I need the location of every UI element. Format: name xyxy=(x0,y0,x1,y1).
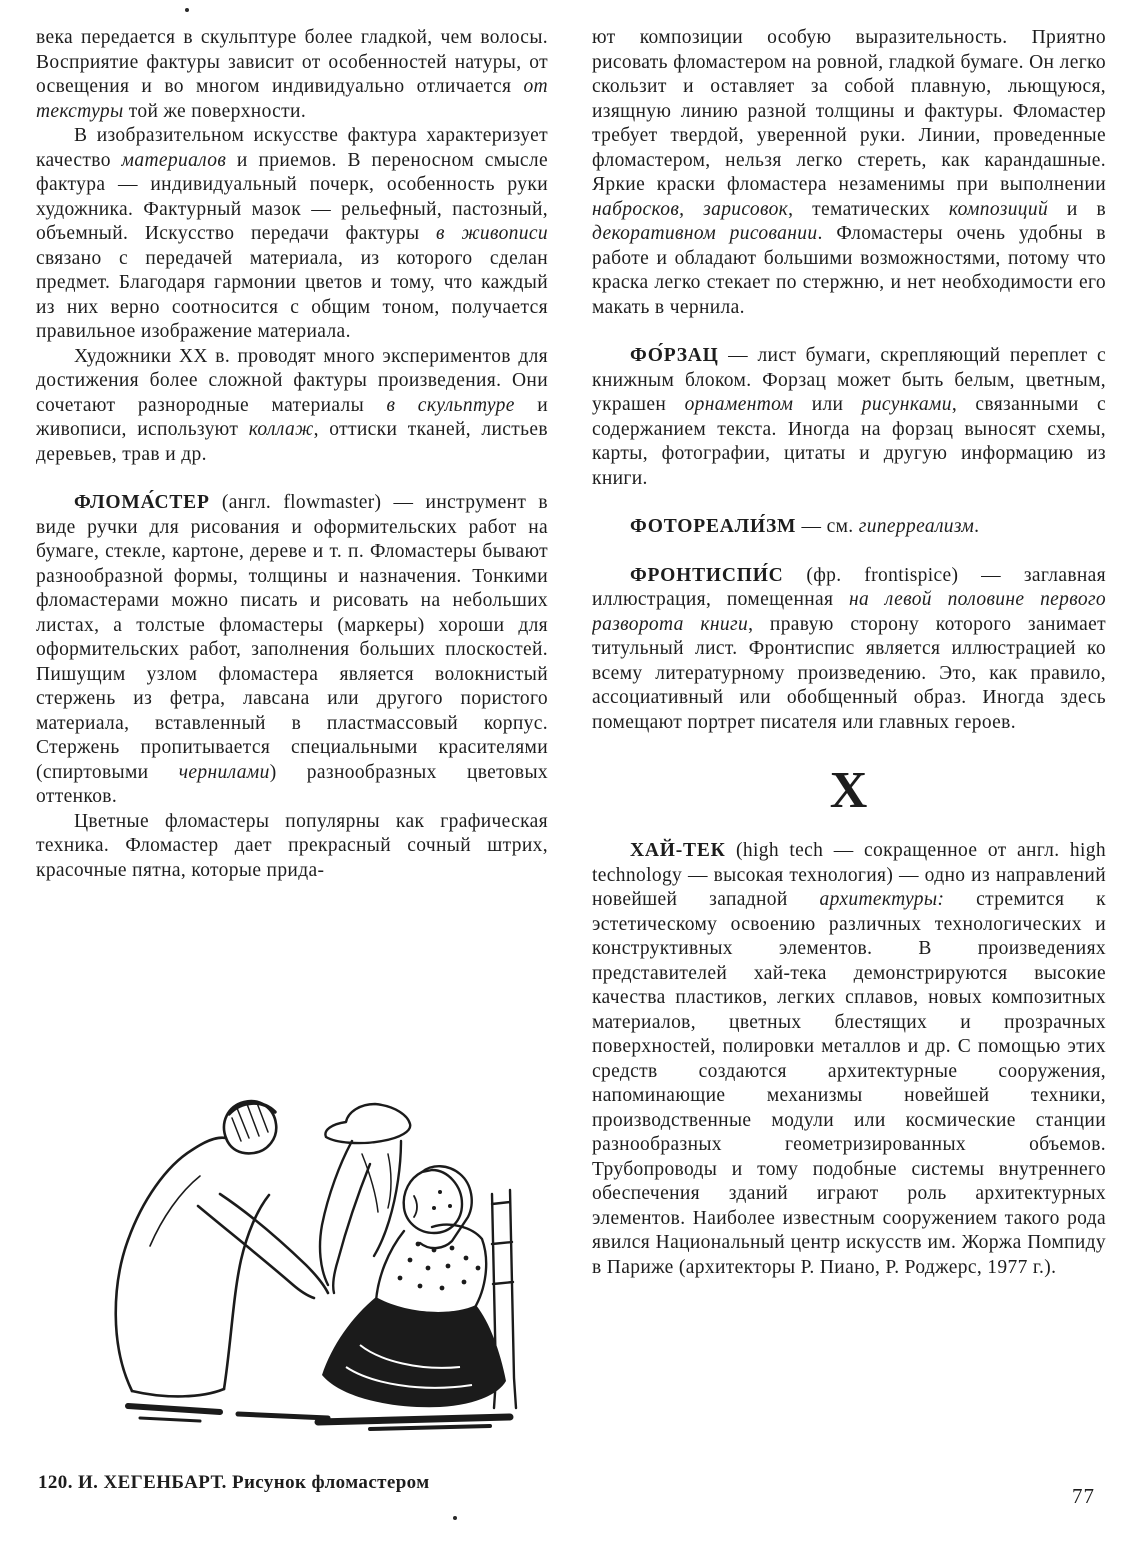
section-letter-X: Х xyxy=(829,762,869,819)
paragraph: Цветные фломастеры популярны как графическая техника. Фломастер дает прекрасный сочный штрих, красочные пятна, которые прида- xyxy=(36,810,548,881)
paragraph: Художники XX в. проводят много экспериментов для достижения более сложной фактуры произведения. Они сочетают разнородные материалы в скульптуре и живописи, используют коллаж, оттиски тканей, листьев деревьев, трав и др. xyxy=(36,345,548,465)
entry-paragraph-frontispis: ФРОНТИСПИ́С (фр. frontispice) — заглавная иллюстрация, помещенная на левой половине первого разворота книги, правую сторону которого занимает титульный лист. Фронтиспис является иллюстрацией ко всему литературному произведению. Это, как правило, ассоциативный или обобщенный образ. Иногда здесь помещают портрет писателя или главных героев. xyxy=(592,564,1106,733)
entry-paragraph-hi-tech: ХАЙ-ТЕК (high tech — сокращенное от англ. high technology — высокая технология) — одно из направлений новейшей западной архитектуры: стремится к эстетическому освоению различных технологических и конструктивных элементов. В произведениях представителей хай-тека демонстрируются высокие качества пластиков, легких сплавов, новых композитных материалов, цветных блестящих и прозрачных поверхностей, полировки металлов и др. С помощью этих средств создаются архитектурные сооружения, напоминающие механизмы новейшей техники, производственные модули или космические станции разнообразных геометризированных объемов. Трубопроводы и тому подобные системы внутреннего обеспечения зданий играют роль архитектурных элементов. Наиболее известным сооружением такого рода явился Национальный центр искусств им. Жоржа Помпиду в Париже (архитекторы Р. Пиано, Р. Роджерс, 1977 г.). xyxy=(592,840,1106,1278)
felt-pen-drawing-illustration xyxy=(70,1046,530,1438)
figure-seated-woman xyxy=(322,1166,516,1408)
figure-left-person xyxy=(116,1101,328,1396)
figure-middle-person xyxy=(320,1104,410,1293)
right-column xyxy=(592,26,1106,1504)
page-number: 77 xyxy=(1072,1484,1095,1508)
entry-paragraph-fotorealizm: ФОТОРЕАЛИ́ЗМ — см. гиперреализм. xyxy=(630,516,980,537)
entry-paragraph-forzac: ФО́РЗАЦ — лист бумаги, скрепляющий переплет с книжным блоком. Форзац может быть белым, цветным, украшен орнаментом или рисунками, связанными с содержанием текста. Иногда на форзац выносят схемы, карты, фотографии, цитаты и другую информацию из книги. xyxy=(592,345,1106,489)
paragraph: ют композиции особую выразительность. Приятно рисовать фломастером на ровной, гладкой бумаге. Он легко скользит и оставляет за собой плавную, льющуюся, изящную линию разной толщины и фактуры. Фломастер требует твердой, уверенной руки. Линии, проведенные фломастером, нельзя легко стереть, как карандашные. Яркие краски фломастера незаменимы при выполнении набросков, зарисовок, тематических композиций и в декоративном рисовании. Фломастеры очень удобны в работе и обладают большими возможностями, потому что краска легко стекает по стержню, и нет необходимости его макать в чернила. xyxy=(592,27,1106,318)
hegenbart-drawing-svg xyxy=(70,1046,530,1438)
figure-caption: 120. И. ХЕГЕНБАРТ. Рисунок фломастером xyxy=(38,1472,430,1493)
paragraph: В изобразительном искусстве фактура характеризует качество материалов и приемов. В переносном смысле фактура — индивидуальный почерк, особенность руки художника. Фактурный мазок — рельефный, пастозный, объемный. Искусство передачи фактуры в живописи связано с передачей материала, из которого сделан предмет. Благодаря гармонии цветов и тому, что каждый из них верно соотносится с общим тоном, получается правильное изображение материала. xyxy=(36,125,548,342)
entry-paragraph-flomaster: ФЛОМА́СТЕР (англ. flowmaster) — инструмент в виде ручки для рисования и оформительских работ на бумаге, стекле, картоне, дереве и т. п. Фломастеры бывают разнообразной формы, толщины и назначения. Тонкими фломастерами можно писать и рисовать на небольших листах, а толстые фломастеры (маркеры) хороши для оформительских работ, заполнения больших плоскостей. Пишущим узлом фломастера является волокнистый стержень из фетра, лавсана или другого пористого материала, вставленный в пластмассовый корпус. Стержень пропитывается специальными красителями (спиртовыми чернилами) разнообразных цветовых оттенков. xyxy=(36,492,548,807)
paragraph: века передается в скульптуре более гладкой, чем волосы. Восприятие фактуры зависит от особенностей натуры, от освещения и во многом индивидуально отличается от текстуры той же поверхности. xyxy=(36,27,548,122)
left-column xyxy=(36,26,548,1038)
ground-strokes xyxy=(128,1406,510,1429)
print-speck xyxy=(453,1516,457,1520)
print-speck xyxy=(185,8,189,12)
